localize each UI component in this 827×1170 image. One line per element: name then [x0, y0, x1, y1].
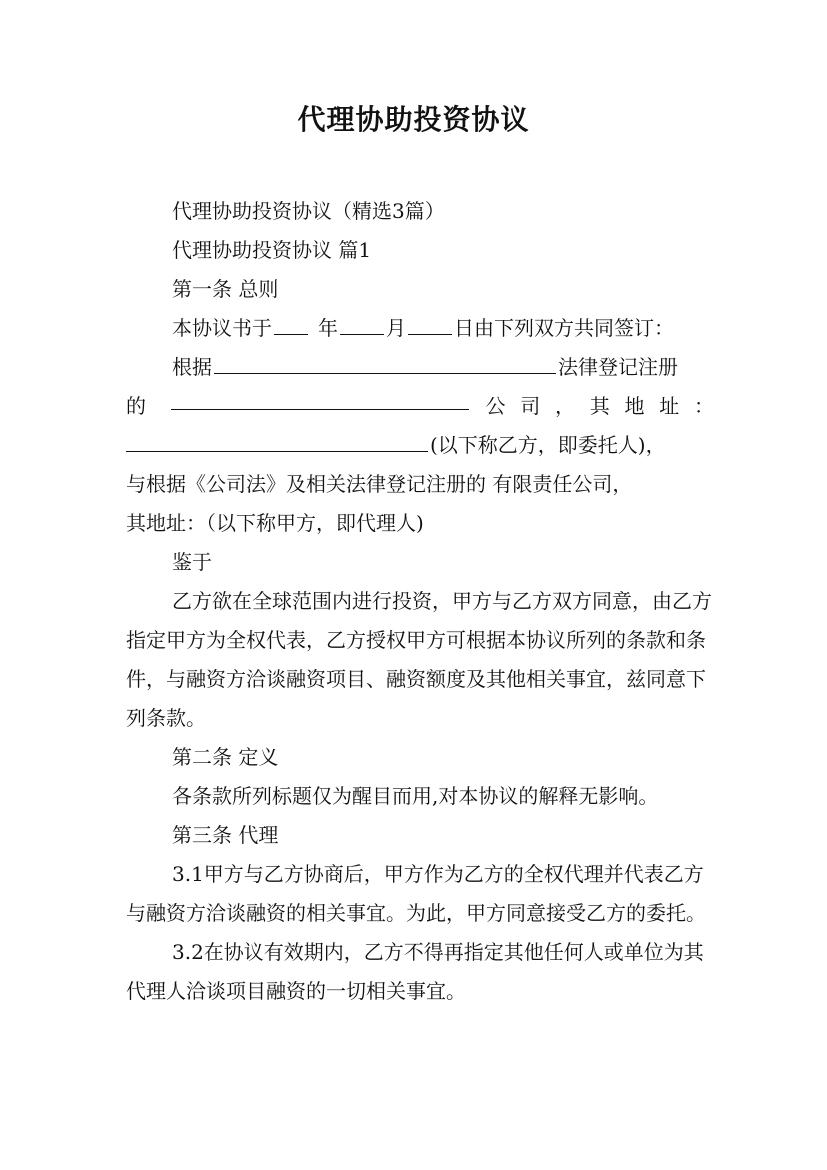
party-b-line-2-char: 司 [520, 394, 541, 418]
party-b-line-2-char: ： [694, 394, 714, 418]
article1-heading: 第一条 总则 [172, 277, 279, 301]
article3-heading: 第三条 代理 [172, 823, 279, 847]
whereas-heading: 鉴于 [172, 550, 212, 574]
party-a-line-1: 与根据《公司法》及相关法律登记注册的 有限责任公司， [126, 472, 633, 496]
document-title: 代理协助投资协议 [297, 103, 530, 136]
clause-3-1: 3.1甲方与乙方协商后，甲方作为乙方的全权代理并代表乙方与融资方洽谈融资的相关事宜。为此，甲方同意接受乙方的委托。 [126, 862, 706, 925]
part-heading: 代理协助投资协议 篇1 [172, 238, 372, 262]
article2-paragraph: 各条款所列标题仅为醒目而用,对本协议的解释无影响。 [172, 784, 659, 808]
party-b-line-1-suffix: 法律登记注册 [558, 355, 678, 379]
document-body [126, 192, 714, 1011]
date-line-month: 月 [386, 316, 406, 340]
year-blank [274, 312, 308, 335]
party-b-line-2-char: 地 [624, 394, 645, 418]
party-b-line-3-suffix: (以下称乙方，即委托人)， [430, 433, 666, 457]
party-b-line-2 [126, 387, 714, 426]
clause-3-2: 3.2在协议有效期内，乙方不得再指定其他任何人或单位为其代理人洽谈项目融资的一切相关事宜。 [126, 940, 704, 1003]
date-line-year: 年 [318, 316, 338, 340]
party-b-name-blank [171, 387, 469, 410]
date-line-prefix: 本协议书于 [172, 316, 272, 340]
date-line [126, 309, 714, 348]
document-subtitle: 代理协助投资协议（精选3篇） [172, 199, 445, 223]
party-b-line-2-char: 公 [485, 394, 506, 418]
party-b-line-3 [126, 426, 714, 465]
party-b-address-blank [126, 429, 428, 452]
party-b-line-2-char: 其 [589, 394, 610, 418]
article2-heading: 第二条 定义 [172, 745, 279, 769]
party-b-line-1-prefix: 根据 [172, 355, 212, 379]
party-b-line-1 [126, 348, 714, 387]
whereas-paragraph: 乙方欲在全球范围内进行投资，甲方与乙方双方同意，由乙方指定甲方为全权代表，乙方授权甲方可根据本协议所列的条款和条件，与融资方洽谈融资项目、融资额度及其他相关事宜，兹同意下列条款。 [126, 589, 712, 730]
month-blank [340, 312, 384, 335]
party-b-line-2-char: ， [555, 394, 575, 418]
party-b-law-blank [214, 351, 556, 374]
date-line-suffix: 日由下列双方共同签订： [454, 316, 674, 340]
party-b-line-2-prefix: 的 [126, 394, 146, 418]
party-a-line-2: 其地址：（以下称甲方，即代理人) [126, 511, 424, 535]
party-b-line-2-char: 址 [659, 394, 680, 418]
day-blank [408, 312, 452, 335]
